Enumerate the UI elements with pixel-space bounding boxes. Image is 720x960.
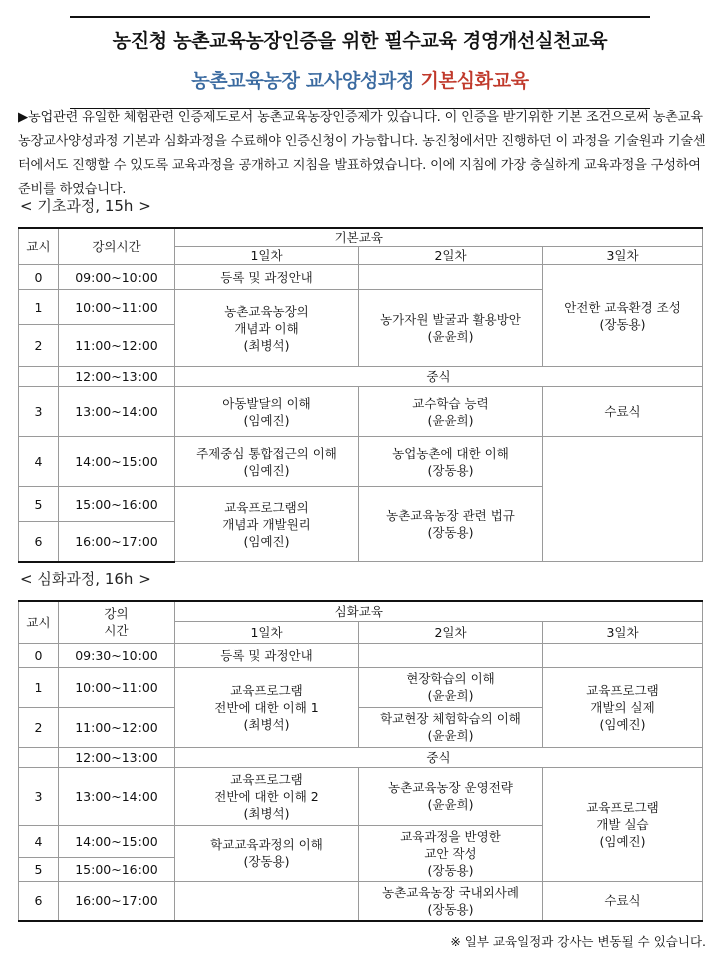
- period-cell: 5: [19, 857, 59, 881]
- advanced-schedule-table: [18, 600, 703, 922]
- header-period: 교시: [19, 228, 59, 265]
- header-group: 기본교육: [175, 228, 543, 247]
- time-cell: 15:00~16:00: [59, 857, 175, 881]
- period-cell: 1: [19, 290, 59, 325]
- period-cell: 6: [19, 522, 59, 562]
- page-title: 농진청 농촌교육농장인증을 위한 필수교육 경영개선실천교육: [112, 30, 608, 52]
- session-cell: 안전한 교육환경 조성 (장동용): [543, 265, 703, 367]
- subtitle-type: 기본심화교육: [420, 70, 529, 92]
- period-cell: 6: [19, 881, 59, 921]
- session-cell: 주제중심 통합접근의 이해 (임예진): [175, 437, 359, 487]
- session-cell: 등록 및 과정안내: [175, 265, 359, 290]
- time-cell: 09:00~10:00: [59, 265, 175, 290]
- basic-section-label: < 기초과정, 15h >: [20, 197, 151, 215]
- header-day1: 1일차: [175, 247, 359, 265]
- time-cell: 11:00~12:00: [59, 707, 175, 747]
- table-row: [19, 367, 703, 387]
- period-cell: 5: [19, 487, 59, 522]
- header-day3: 3일차: [543, 247, 703, 265]
- header-day2: 2일차: [359, 621, 543, 643]
- time-cell: 12:00~13:00: [59, 367, 175, 387]
- time-cell: 10:00~11:00: [59, 667, 175, 707]
- table-row: [19, 767, 703, 825]
- time-cell: 13:00~14:00: [59, 767, 175, 825]
- time-cell: 11:00~12:00: [59, 325, 175, 367]
- period-cell: 3: [19, 767, 59, 825]
- period-cell: 2: [19, 325, 59, 367]
- basic-schedule-table: [18, 227, 703, 563]
- header-group: 심화교육: [175, 601, 543, 621]
- header-day1: 1일차: [175, 621, 359, 643]
- session-cell: 농촌교육농장 국내외사례 (장동용): [359, 881, 543, 921]
- page-subtitle: [70, 66, 650, 93]
- session-cell: 교육프로그램 개발의 실제 (임예진): [543, 667, 703, 747]
- period-cell: 4: [19, 825, 59, 857]
- header-day3: 3일차: [543, 621, 703, 643]
- session-cell: 학교교육과정의 이해 (장동용): [175, 825, 359, 881]
- table-row: [19, 387, 703, 437]
- session-cell: 교육과정을 반영한 교안 작성 (장동용): [359, 825, 543, 881]
- table-row: [19, 881, 703, 921]
- header-time: 강의 시간: [59, 601, 175, 643]
- period-cell: 4: [19, 437, 59, 487]
- table-row: [19, 667, 703, 707]
- period-cell: 0: [19, 643, 59, 667]
- period-cell: 1: [19, 667, 59, 707]
- table-row: [19, 601, 703, 621]
- session-cell: 등록 및 과정안내: [175, 643, 359, 667]
- session-cell: 농가자원 발굴과 활용방안 (윤윤희): [359, 290, 543, 367]
- advanced-section-label: < 심화과정, 16h >: [20, 570, 151, 588]
- session-cell: 수료식: [543, 387, 703, 437]
- session-cell: 농업농촌에 대한 이해 (장동용): [359, 437, 543, 487]
- table-row: [19, 228, 703, 247]
- table-row: [19, 643, 703, 667]
- time-cell: 14:00~15:00: [59, 437, 175, 487]
- schedule-note: ※ 일부 교육일정과 강사는 변동될 수 있습니다.: [450, 934, 706, 949]
- time-cell: 10:00~11:00: [59, 290, 175, 325]
- period-cell: 2: [19, 707, 59, 747]
- time-cell: 16:00~17:00: [59, 522, 175, 562]
- subtitle-course: 농촌교육농장 교사양성과정: [191, 70, 415, 92]
- table-row: [19, 437, 703, 487]
- header-day2: 2일차: [359, 247, 543, 265]
- time-cell: 14:00~15:00: [59, 825, 175, 857]
- header-time: 강의시간: [59, 228, 175, 265]
- intro-paragraph: ▶농업관련 유일한 체험관련 인증제도로서 농촌교육농장인증제가 있습니다. 이 인증을 받기위한 기본 조건으로써 농촌교육농장교사양성과정 기본과 심화과정을 수료해야 인증신청이 가능합니다. 농진청에서만 진행하던 이 과정을 기술원과 기술센터에서도 진행할 수 있도록 교육과정을 공개하고 지침을 발표하였습니다. 이에 지침에 가장 충실하게 교육과정을 구성하여 준비를 하였습니다.: [18, 110, 706, 197]
- session-cell: 교육프로그램의 개념과 개발원리 (임예진): [175, 487, 359, 562]
- session-cell: 교육프로그램 개발 실습 (임예진): [543, 767, 703, 881]
- session-cell: 농촌교육농장 운영전략 (윤윤희): [359, 767, 543, 825]
- table-row: [19, 747, 703, 767]
- session-cell: 교육프로그램 전반에 대한 이해 1 (최병석): [175, 667, 359, 747]
- period-cell: [19, 367, 59, 387]
- time-cell: 13:00~14:00: [59, 387, 175, 437]
- header-period: 교시: [19, 601, 59, 643]
- session-cell: 교육프로그램 전반에 대한 이해 2 (최병석): [175, 767, 359, 825]
- session-cell: 수료식: [543, 881, 703, 921]
- period-cell: [19, 747, 59, 767]
- session-cell: 농촌교육농장 관련 법규 (장동용): [359, 487, 543, 562]
- session-cell: 교수학습 능력 (윤윤희): [359, 387, 543, 437]
- session-cell: 농촌교육농장의 개념과 이해 (최병석): [175, 290, 359, 367]
- period-cell: 3: [19, 387, 59, 437]
- session-cell: 현장학습의 이해 (윤윤희): [359, 667, 543, 707]
- time-cell: 12:00~13:00: [59, 747, 175, 767]
- lunch-cell: 중식: [175, 367, 703, 387]
- lunch-cell: 중식: [175, 747, 703, 767]
- table-row: [19, 265, 703, 290]
- period-cell: 0: [19, 265, 59, 290]
- time-cell: 15:00~16:00: [59, 487, 175, 522]
- time-cell: 16:00~17:00: [59, 881, 175, 921]
- title-box: [70, 16, 650, 109]
- time-cell: 09:30~10:00: [59, 643, 175, 667]
- session-cell: 학교현장 체험학습의 이해 (윤윤희): [359, 707, 543, 747]
- session-cell: 아동발달의 이해 (임예진): [175, 387, 359, 437]
